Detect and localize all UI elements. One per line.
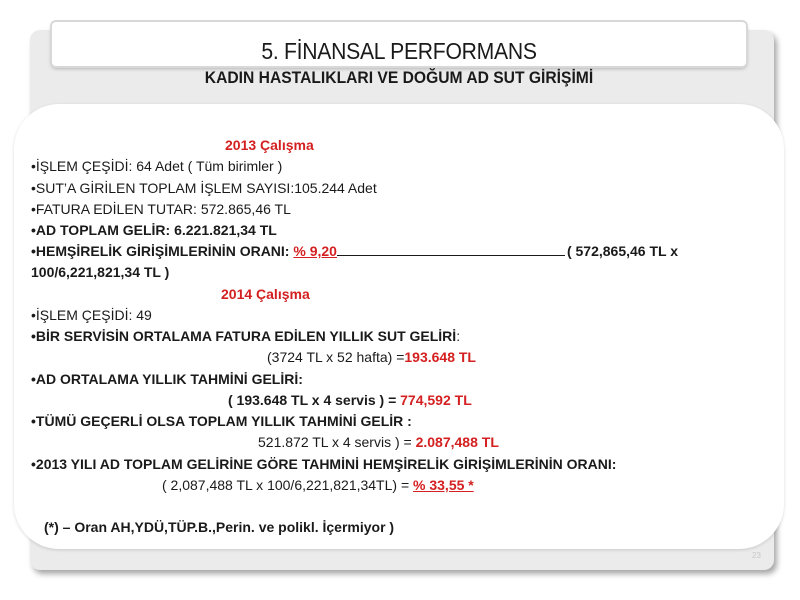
ratio-formula-1: ( 572,865,46 TL x [566,243,678,259]
servis-geliri-label: •BİR SERVİSİN ORTALAMA FATURA EDİLEN YILLIK SUT GELİRİ [31,328,457,344]
slide-title: 5. FİNANSAL PERFORMANS [261,38,537,64]
item-2014-toplam-tahmini-gelir: •TÜMÜ GEÇERLİ OLSA TOPLAM YILLIK TAHMİNİ GELİR : [31,413,412,429]
hemsirelik-orani-calc [162,477,474,493]
servis-geliri-result: 193.648 TL [404,349,476,365]
item-2013-sut-islem-sayisi: •SUT’A GİRİLEN TOPLAM İŞLEM SAYISI:105.244 Adet [31,180,377,196]
servis-geliri-formula: (3724 TL x 52 hafta) = [267,349,405,365]
item-2013-fatura-tutar: •FATURA EDİLEN TUTAR: 572.865,46 TL [31,201,291,217]
item-2014-servis-geliri [31,328,460,344]
ratio-formula-2: 100/6,221,821,34 TL ) [31,264,170,280]
footnote: (*) – Oran AH,YDÜ,TÜP.B.,Perin. ve polikl. İçermiyor ) [44,519,395,535]
page-number: 23 [752,551,761,560]
servis-geliri-calc [267,349,476,365]
ad-yillik-gelir-calc [228,392,472,408]
servis-geliri-colon: : [456,328,461,344]
underline-rule [337,243,565,256]
item-2014-hemsirelik-orani: •2013 YILI AD TOPLAM GELİRİNE GÖRE TAHMİNİ HEMŞİRELİK GİRİŞİMLERİNİN ORANI: [31,456,617,472]
item-2013-hemsirelik-orani [31,243,678,259]
item-2013-toplam-gelir: •AD TOPLAM GELİR: 6.221.821,34 TL [31,222,277,238]
item-2014-ad-yillik-gelir: •AD ORTALAMA YILLIK TAHMİNİ GELİRİ: [31,371,303,387]
item-2013-islem-cesidi: •İŞLEM ÇEŞİDİ: 64 Adet ( Tüm birimler ) [31,158,283,174]
heading-2013: 2013 Çalışma [225,137,314,153]
slide-subtitle: KADIN HASTALIKLARI VE DOĞUM AD SUT GİRİŞİMİ [204,68,594,87]
toplam-tahmini-gelir-formula: 521.872 TL x 4 servis ) = [258,434,416,450]
hemsirelik-orani-result: % 33,55 * [413,477,474,493]
ratio-label: •HEMŞİRELİK GİRİŞİMLERİNİN ORANI: [31,243,294,259]
ad-yillik-gelir-formula: ( 193.648 TL x 4 servis ) = [228,392,401,408]
toplam-tahmini-gelir-result: 2.087,488 TL [415,434,499,450]
hemsirelik-orani-formula: ( 2,087,488 TL x 100/6,221,821,34TL) = [162,477,414,493]
item-2014-islem-cesidi: •İŞLEM ÇEŞİDİ: 49 [31,307,152,323]
ratio-value: % 9,20 [293,243,337,259]
toplam-tahmini-gelir-calc [258,434,499,450]
heading-2014: 2014 Çalışma [221,286,310,302]
ad-yillik-gelir-result: 774,592 TL [400,392,472,408]
